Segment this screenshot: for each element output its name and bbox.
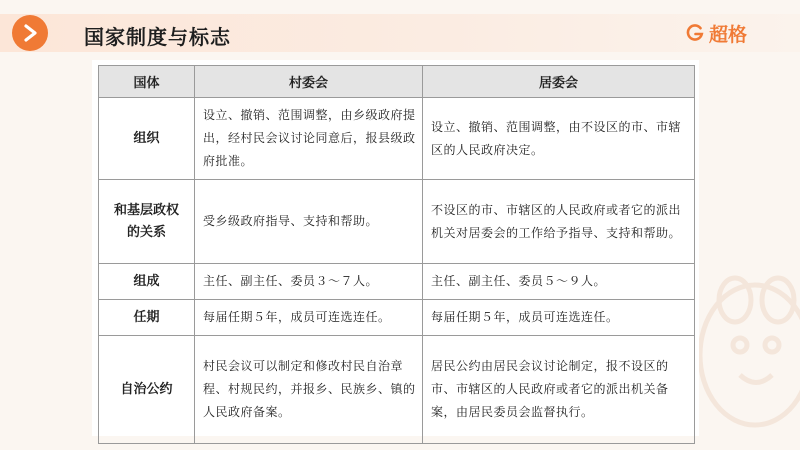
- table-row: [99, 98, 695, 180]
- brand-logo: [685, 21, 747, 45]
- table-header-row: [99, 66, 695, 98]
- village-committee-cell: 每届任期５年，成员可连选连任。: [195, 300, 423, 336]
- table-row: [99, 180, 695, 264]
- residents-committee-cell: 每届任期５年，成员可连选连任。: [423, 300, 695, 336]
- village-committee-cell: 村民会议可以制定和修改村民自治章程、村规民约，并报乡、民族乡、镇的人民政府备案。: [195, 336, 423, 444]
- column-header: 村委会: [195, 66, 423, 98]
- row-header: [99, 180, 195, 264]
- residents-committee-cell: 设立、撤销、范围调整，由不设区的市、市辖区的人民政府决定。: [423, 98, 695, 180]
- brand-text: 超格: [709, 23, 748, 46]
- row-header: 组成: [99, 264, 195, 300]
- row-header: 任期: [99, 300, 195, 336]
- residents-committee-cell: 不设区的市、市辖区的人民政府或者它的派出机关对居委会的工作给予指导、支持和帮助。: [423, 180, 695, 264]
- column-header: 国体: [99, 66, 195, 98]
- village-committee-cell: 主任、副主任、委员３～７人。: [195, 264, 423, 300]
- row-header: 自治公约: [99, 336, 195, 444]
- row-header-label: 和基层政权的关系: [113, 202, 179, 240]
- header-arrow-icon: [12, 15, 48, 51]
- column-header: 居委会: [423, 66, 695, 98]
- village-committee-cell: 设立、撤销、范围调整，由乡级政府提出，经村民会议讨论同意后，报县级政府批准。: [195, 98, 423, 180]
- comparison-table: [98, 65, 695, 444]
- page-title: 国家制度与标志: [84, 25, 231, 49]
- table-row: [99, 336, 695, 444]
- residents-committee-cell: 居民公约由居民会议讨论制定，报不设区的市、市辖区的人民政府或者它的派出机关备案，由居民委员会监督执行。: [423, 336, 695, 444]
- row-header: 组织: [99, 98, 195, 180]
- table-row: [99, 300, 695, 336]
- brand-g-icon: [685, 23, 705, 43]
- village-committee-cell: 受乡级政府指导、支持和帮助。: [195, 180, 423, 264]
- comparison-table-panel: [92, 60, 699, 436]
- table-row: [99, 264, 695, 300]
- residents-committee-cell: 主任、副主任、委员５～９人。: [423, 264, 695, 300]
